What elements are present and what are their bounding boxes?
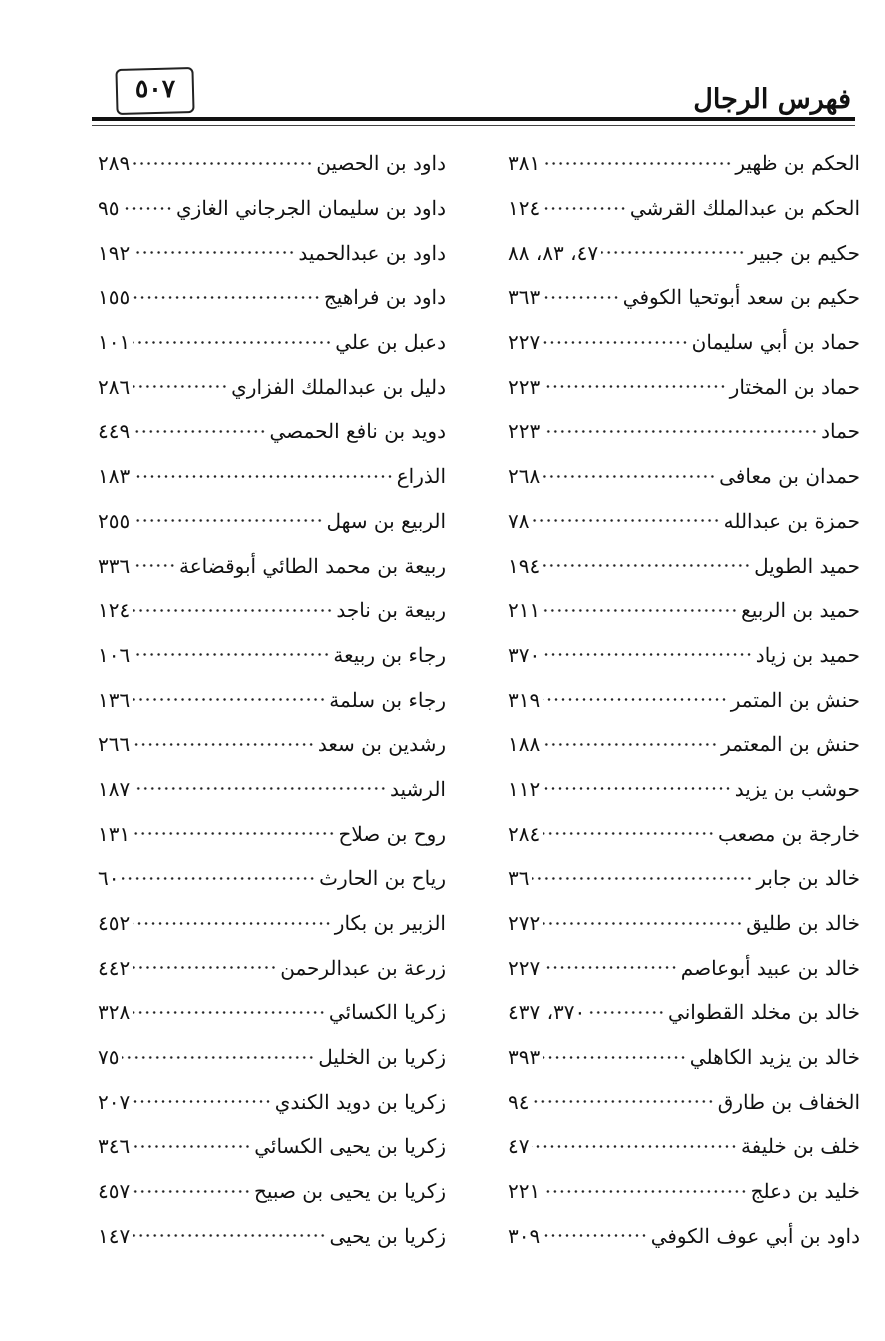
entry-pages: ١٢٤: [508, 196, 541, 221]
dot-leader: [543, 426, 818, 437]
index-entry: [98, 186, 446, 231]
entry-name: الذراع: [396, 464, 446, 489]
entry-pages: ١٩٢: [98, 240, 131, 265]
index-entry: [508, 454, 860, 499]
entry-pages: ٢٢٣: [508, 419, 541, 444]
entry-name: ربيعة بن ناجد: [336, 598, 446, 623]
dot-leader: [532, 1141, 737, 1152]
entry-pages: ٢٥٥: [98, 508, 131, 533]
entry-pages: ٣٠٩: [508, 1223, 541, 1248]
dot-leader: [543, 292, 620, 303]
dot-leader: [122, 203, 173, 214]
dot-leader: [543, 337, 688, 348]
entry-name: دليل بن عبدالملك الفزاري: [231, 374, 446, 399]
dot-leader: [588, 1007, 665, 1018]
dot-leader: [543, 471, 716, 482]
entry-name: روح بن صلاح: [338, 821, 446, 846]
dot-leader: [133, 918, 332, 929]
dot-leader: [543, 694, 728, 705]
entry-pages: ٣٦: [508, 866, 530, 891]
index-entry: [508, 588, 860, 633]
entry-pages: ٢٨٤: [508, 821, 541, 846]
index-column-right: [508, 141, 860, 1258]
entry-name: حماد بن المختار: [729, 374, 860, 399]
index-entry: [98, 945, 446, 990]
dot-leader: [543, 158, 732, 169]
entry-pages: ١٤٧: [98, 1223, 131, 1248]
entry-name: زكريا بن يحيى الكسائي: [254, 1134, 446, 1159]
dot-leader: [133, 649, 330, 660]
entry-name: الخفاف بن طارق: [717, 1089, 860, 1114]
dot-leader: [532, 873, 753, 884]
dot-leader: [543, 605, 738, 616]
index-entry: [508, 633, 860, 678]
entry-pages: ٣٦٣: [508, 285, 541, 310]
entry-pages: ٧٥: [98, 1045, 120, 1070]
entry-pages: ١٩٤: [508, 553, 541, 578]
index-entry: [508, 275, 860, 320]
dot-leader: [133, 471, 393, 482]
entry-name: خالد بن جابر: [756, 866, 860, 891]
entry-pages: ١٥٥: [98, 285, 131, 310]
dot-leader: [133, 1230, 326, 1241]
entry-name: دويد بن نافع الحمصي: [269, 419, 446, 444]
entry-pages: ٤٧: [508, 1134, 530, 1159]
dot-leader: [133, 783, 387, 794]
header-rule-thin: [92, 125, 855, 126]
dot-leader: [122, 873, 316, 884]
entry-pages: ٢٠٧: [98, 1089, 131, 1114]
index-entry: [508, 186, 860, 231]
entry-name: داود بن أبي عوف الكوفي: [650, 1223, 860, 1248]
dot-leader: [133, 1186, 251, 1197]
entry-name: الحكم بن عبدالملك القرشي: [629, 196, 860, 221]
entry-name: حماد: [821, 419, 860, 444]
index-entry: [98, 1035, 446, 1080]
dot-leader: [532, 1096, 714, 1107]
entry-name: خليد بن دعلج: [750, 1179, 860, 1204]
entry-name: زرعة بن عبدالرحمن: [280, 955, 446, 980]
index-entry: [508, 677, 860, 722]
dot-leader: [543, 783, 732, 794]
entry-name: خالد بن يزيد الكاهلي: [689, 1045, 860, 1070]
entry-pages: ٢١١: [508, 598, 541, 623]
entry-name: رجاء بن سلمة: [329, 687, 446, 712]
dot-leader: [133, 560, 176, 571]
index-entry: [98, 454, 446, 499]
index-entry: [98, 722, 446, 767]
entry-name: حميد بن الربيع: [741, 598, 860, 623]
entry-pages: ١٨٧: [98, 776, 131, 801]
entry-name: ربيعة بن محمد الطائي أبوقضاعة: [178, 553, 446, 578]
dot-leader: [133, 739, 315, 750]
index-entry: [98, 767, 446, 812]
entry-pages: ٩٥: [98, 196, 120, 221]
index-entry: [508, 722, 860, 767]
dot-leader: [543, 381, 726, 392]
dot-leader: [133, 1007, 326, 1018]
entry-pages: ٢٨٩: [98, 151, 131, 176]
entry-name: خالد بن طليق: [746, 911, 860, 936]
index-entry: [508, 409, 860, 454]
index-entry: [98, 633, 446, 678]
dot-leader: [133, 426, 266, 437]
index-entry: [98, 141, 446, 186]
entry-name: حماد بن أبي سليمان: [691, 330, 860, 355]
index-entry: [98, 499, 446, 544]
index-entry: [508, 1169, 860, 1214]
entry-name: داود بن سليمان الجرجاني الغازي: [176, 196, 446, 221]
entry-pages: ٢٨٦: [98, 374, 131, 399]
dot-leader: [133, 1141, 251, 1152]
index-entry: [508, 320, 860, 365]
entry-name: زكريا بن الخليل: [318, 1045, 446, 1070]
index-entry: [98, 1079, 446, 1124]
entry-name: الزبير بن بكار: [334, 911, 446, 936]
index-entry: [508, 141, 860, 186]
index-entry: [508, 901, 860, 946]
entry-pages: ٢٦٦: [98, 732, 131, 757]
dot-leader: [133, 292, 321, 303]
index-entry: [508, 811, 860, 856]
index-entry: [98, 1169, 446, 1214]
dot-leader: [122, 1052, 315, 1063]
entry-name: خارجة بن مصعب: [717, 821, 860, 846]
entry-pages: ٣٩٣: [508, 1045, 541, 1070]
entry-pages: ١٨٨: [508, 732, 541, 757]
index-entry: [98, 320, 446, 365]
dot-leader: [543, 1052, 687, 1063]
dot-leader: [543, 962, 678, 973]
entry-name: خالد بن مخلد القطواني: [668, 1000, 860, 1025]
entry-pages: ٢٢٧: [508, 330, 541, 355]
entry-pages: ٤٥٧: [98, 1179, 131, 1204]
index-entry: [508, 945, 860, 990]
entry-pages: ٤٤٩: [98, 419, 131, 444]
entry-name: حمدان بن معافى: [719, 464, 860, 489]
entry-name: الربيع بن سهل: [326, 508, 446, 533]
entry-pages: ١٢٤: [98, 598, 131, 623]
index-entry: [98, 364, 446, 409]
dot-leader: [543, 828, 715, 839]
entry-pages: ٢٧٢: [508, 911, 541, 936]
entry-pages: ٤٥٢: [98, 911, 131, 936]
dot-leader: [133, 605, 333, 616]
entry-name: داود بن الحصين: [316, 151, 446, 176]
dot-leader: [543, 649, 753, 660]
entry-name: زكريا الكسائي: [328, 1000, 446, 1025]
dot-leader: [543, 739, 718, 750]
entry-pages: ٦٠: [98, 866, 120, 891]
dot-leader: [543, 918, 743, 929]
entry-name: دعبل بن علي: [335, 330, 446, 355]
entry-pages: ١٨٣: [98, 464, 131, 489]
entry-name: حوشب بن يزيد: [734, 776, 860, 801]
entry-pages: ٣١٩: [508, 687, 541, 712]
entry-pages: ٣٣٦: [98, 553, 131, 578]
entry-name: داود بن عبدالحميد: [298, 240, 446, 265]
index-entry: [98, 543, 446, 588]
entry-name: حنش بن المتمر: [730, 687, 860, 712]
dot-leader: [543, 203, 627, 214]
dot-leader: [601, 247, 745, 258]
page-title: فهرس الرجال: [693, 84, 851, 115]
entry-pages: ٣٤٦: [98, 1134, 131, 1159]
entry-pages: ٣٨١: [508, 151, 541, 176]
index-entry: [98, 1214, 446, 1259]
dot-leader: [543, 560, 751, 571]
entry-name: رجاء بن ربيعة: [333, 642, 446, 667]
entry-name: زكريا بن يحيى بن صبيح: [253, 1179, 446, 1204]
index-entry: [98, 856, 446, 901]
index-entry: [508, 364, 860, 409]
dot-leader: [133, 515, 323, 526]
entry-name: خالد بن عبيد أبوعاصم: [680, 955, 860, 980]
dot-leader: [133, 694, 326, 705]
dot-leader: [543, 1230, 647, 1241]
entry-name: داود بن فراهيج: [323, 285, 446, 310]
index-entry: [508, 1035, 860, 1080]
entry-name: حنش بن المعتمر: [721, 732, 860, 757]
entry-pages: ٢٢٧: [508, 955, 541, 980]
dot-leader: [133, 247, 295, 258]
dot-leader: [133, 962, 277, 973]
entry-name: الرشيد: [390, 776, 446, 801]
entry-pages: ٤٧، ٨٣، ٨٨: [508, 240, 599, 265]
entry-pages: ١٠٦: [98, 642, 131, 667]
page-number: ٥٠٧: [134, 74, 176, 103]
dot-leader: [133, 381, 228, 392]
index-entry: [508, 767, 860, 812]
entry-name: حميد الطويل: [754, 553, 860, 578]
dot-leader: [133, 828, 335, 839]
entry-pages: ٢٦٨: [508, 464, 541, 489]
entry-pages: ٣٧٠، ٤٣٧: [508, 1000, 586, 1025]
entry-pages: ١٣١: [98, 821, 131, 846]
entry-name: زكريا بن دويد الكندي: [274, 1089, 446, 1114]
entry-name: رياح بن الحارث: [319, 866, 446, 891]
entry-pages: ١٣٦: [98, 687, 131, 712]
index-entry: [508, 543, 860, 588]
entry-pages: ٢٢٣: [508, 374, 541, 399]
index-entry: [98, 275, 446, 320]
index-entry: [508, 499, 860, 544]
entry-pages: ٢٢١: [508, 1179, 541, 1204]
entry-name: حميد بن زياد: [755, 642, 860, 667]
entry-name: الحكم بن ظهير: [735, 151, 860, 176]
entry-pages: ٣٢٨: [98, 1000, 131, 1025]
index-entry: [508, 990, 860, 1035]
entry-pages: ٣٧٠: [508, 642, 541, 667]
index-entry: [508, 1079, 860, 1124]
index-entry: [508, 1124, 860, 1169]
entry-name: حكيم بن جبير: [748, 240, 860, 265]
dot-leader: [532, 515, 720, 526]
entry-pages: ١٠١: [98, 330, 131, 355]
entry-name: حمزة بن عبدالله: [723, 508, 860, 533]
index-column-left: [98, 141, 446, 1258]
index-entry: [98, 409, 446, 454]
dot-leader: [543, 1186, 747, 1197]
index-entry: [98, 588, 446, 633]
dot-leader: [133, 158, 313, 169]
entry-pages: ٧٨: [508, 508, 530, 533]
entry-pages: ٩٤: [508, 1089, 530, 1114]
entry-name: خلف بن خليفة: [740, 1134, 860, 1159]
header-rule-thick: [92, 117, 855, 121]
entry-pages: ٤٤٢: [98, 955, 131, 980]
index-entry: [98, 901, 446, 946]
index-entry: [98, 677, 446, 722]
index-entry: [508, 1214, 860, 1259]
index-entry: [98, 811, 446, 856]
entry-pages: ١١٢: [508, 776, 541, 801]
entry-name: زكريا بن يحيى: [329, 1223, 446, 1248]
dot-leader: [133, 337, 332, 348]
page-header: [0, 62, 885, 132]
dot-leader: [133, 1096, 272, 1107]
entry-name: رشدين بن سعد: [317, 732, 446, 757]
index-entry: [98, 1124, 446, 1169]
index-entry: [98, 230, 446, 275]
index-entry: [508, 856, 860, 901]
index-entry: [508, 230, 860, 275]
index-entry: [98, 990, 446, 1035]
entry-name: حكيم بن سعد أبوتحيا الكوفي: [622, 285, 860, 310]
